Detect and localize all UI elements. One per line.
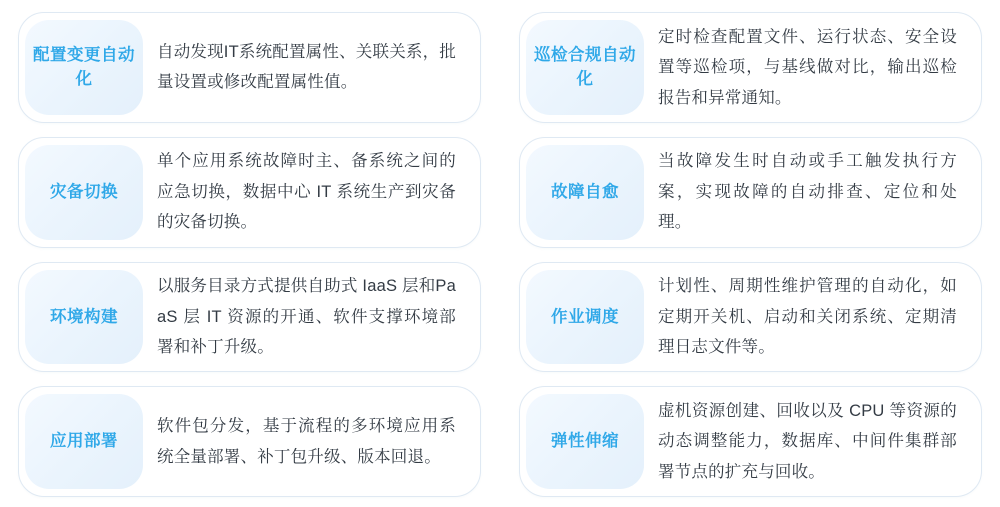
capability-description bbox=[644, 146, 975, 239]
capability-card[interactable] bbox=[18, 137, 481, 248]
capability-description bbox=[143, 395, 474, 488]
capability-title: 故障自愈 bbox=[551, 182, 619, 201]
capability-title: 灾备切换 bbox=[50, 182, 118, 201]
capability-description-text: 当故障发生时自动或手工触发执行方案，实现故障的自动排查、定位和处理。 bbox=[658, 152, 957, 232]
capability-badge bbox=[526, 270, 644, 365]
capability-badge bbox=[25, 20, 143, 115]
capability-title: 作业调度 bbox=[551, 307, 619, 326]
capability-description-text: 以服务目录方式提供自助式 IaaS 层和PaaS 层 IT 资源的开通、软件支撑环境部署和补丁升级。 bbox=[157, 277, 456, 357]
capability-card[interactable] bbox=[18, 12, 481, 123]
capability-card[interactable] bbox=[519, 262, 982, 373]
capability-card[interactable] bbox=[519, 386, 982, 497]
capability-description bbox=[644, 271, 975, 364]
capability-title: 环境构建 bbox=[50, 307, 118, 326]
capability-description-text: 单个应用系统故障时主、备系统之间的应急切换，数据中心 IT 系统生产到灾备的灾备切换。 bbox=[157, 152, 456, 232]
capability-title: 弹性伸缩 bbox=[551, 432, 619, 451]
capability-description bbox=[644, 395, 975, 488]
capability-description-text: 自动发现IT系统配置属性、关联关系，批量设置或修改配置属性值。 bbox=[157, 42, 456, 92]
capability-badge bbox=[526, 394, 644, 489]
capability-grid bbox=[18, 12, 982, 497]
capability-card[interactable] bbox=[18, 262, 481, 373]
capability-title: 配置变更自动化 bbox=[33, 45, 135, 89]
capability-description bbox=[143, 146, 474, 239]
capability-badge bbox=[526, 20, 644, 115]
capability-description bbox=[143, 271, 474, 364]
capability-badge bbox=[25, 394, 143, 489]
capability-description-text: 定时检查配置文件、运行状态、安全设置等巡检项，与基线做对比，输出巡检报告和异常通知。 bbox=[658, 27, 957, 107]
capability-description-text: 软件包分发，基于流程的多环境应用系统全量部署、补丁包升级、版本回退。 bbox=[157, 417, 456, 466]
capability-badge bbox=[25, 145, 143, 240]
capability-description-text: 计划性、周期性维护管理的自动化，如定期开关机、启动和关闭系统、定期清理日志文件等。 bbox=[658, 277, 957, 357]
capability-description-text: 虚机资源创建、回收以及 CPU 等资源的动态调整能力，数据库、中间件集群部署节点的扩充与回收。 bbox=[658, 401, 957, 481]
capability-title: 应用部署 bbox=[50, 432, 118, 451]
capability-card[interactable] bbox=[18, 386, 481, 497]
capability-badge bbox=[526, 145, 644, 240]
capability-description bbox=[644, 21, 975, 114]
capability-title: 巡检合规自动化 bbox=[534, 45, 636, 89]
capability-card[interactable] bbox=[519, 12, 982, 123]
capability-description bbox=[143, 21, 474, 114]
capability-card[interactable] bbox=[519, 137, 982, 248]
capability-badge bbox=[25, 270, 143, 365]
